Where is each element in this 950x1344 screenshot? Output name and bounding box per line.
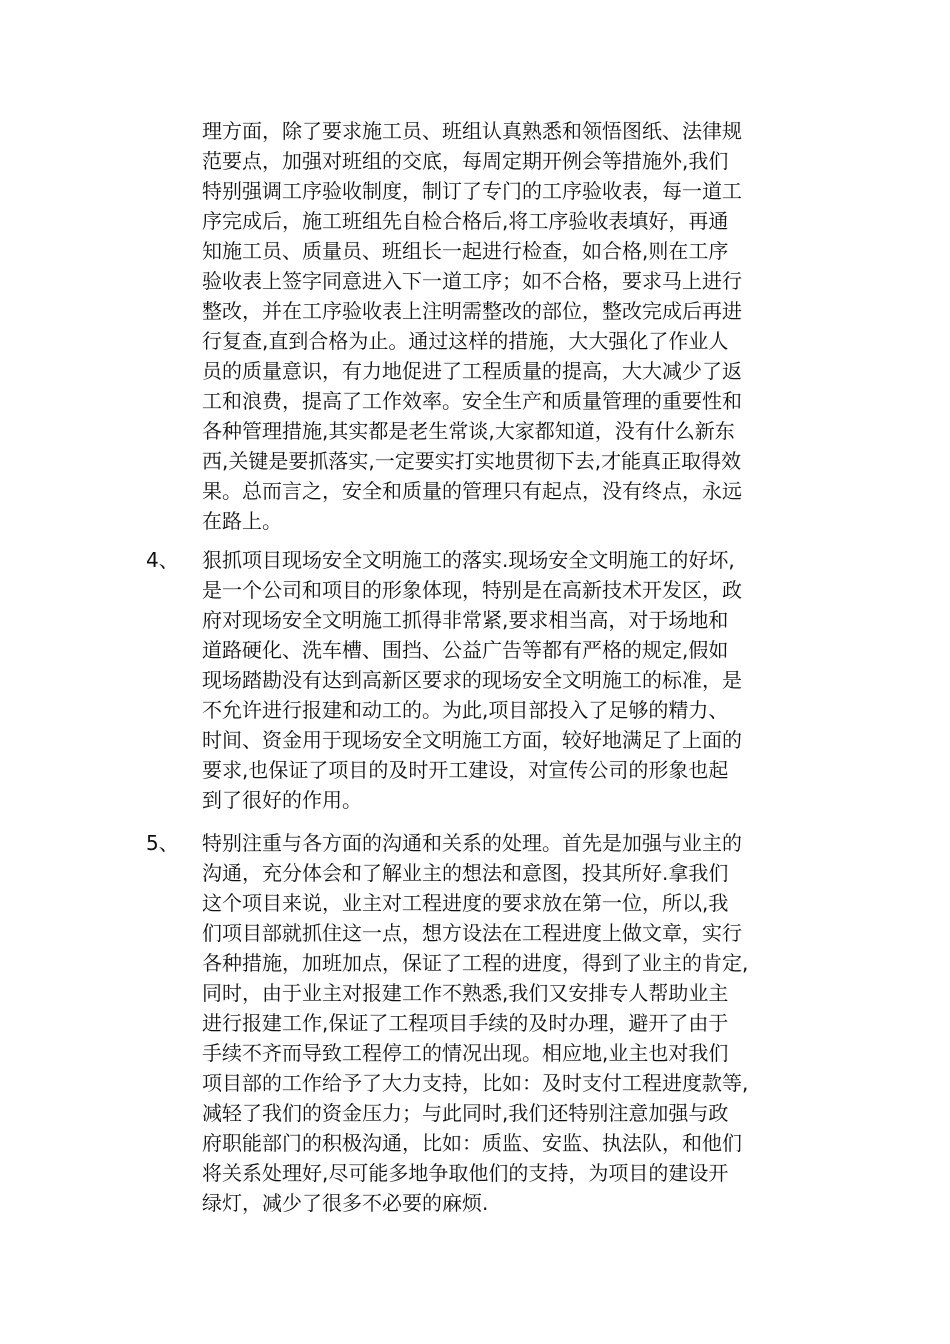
text-line: 现场踏勘没有达到高新区要求的现场安全文明施工的标准，是 — [202, 668, 742, 692]
text-line: 进行报建工作,保证了工程项目手续的及时办理，避开了由于 — [202, 1011, 729, 1035]
text-line: 员的质量意识，有力地促进了工程质量的提高，大大减少了返 — [202, 359, 742, 383]
text-line: 沟通，充分体会和了解业主的想法和意图，投其所好.拿我们 — [202, 861, 729, 885]
text-line: 知施工员、质量员、班组长一起进行检查，如合格,则在工序 — [202, 239, 729, 263]
text-line: 西,关键是要抓落实,一定要实打实地贯彻下去,才能真正取得效 — [202, 449, 742, 473]
text-line: 项目部的工作给予了大力支持，比如：及时支付工程进度款等, — [202, 1071, 749, 1095]
text-line: 行复查,直到合格为止。通过这样的措施，大大强化了作业人 — [202, 329, 729, 353]
text-line: 要求,也保证了项目的及时开工建设，对宣传公司的形象也起 — [202, 758, 729, 782]
text-line: 验收表上签字同意进入下一道工序；如不合格，要求马上进行 — [202, 269, 742, 293]
list-number: 5、 — [146, 831, 179, 855]
list-number: 4、 — [146, 548, 179, 572]
text-line: 果。总而言之，安全和质量的管理只有起点，没有终点，永远 — [202, 479, 742, 503]
text-line: 同时，由于业主对报建工作不熟悉,我们又安排专人帮助业主 — [202, 981, 729, 1005]
text-line: 府对现场安全文明施工抓得非常紧,要求相当高，对于场地和 — [202, 608, 729, 632]
text-line: 是一个公司和项目的形象体现，特别是在高新技术开发区，政 — [202, 578, 742, 602]
text-line: 减轻了我们的资金压力；与此同时,我们还特别注意加强与政 — [202, 1101, 729, 1125]
text-line: 道路硬化、洗车槽、围挡、公益广告等都有严格的规定,假如 — [202, 638, 729, 662]
text-line: 整改，并在工序验收表上注明需整改的部位，整改完成后再进 — [202, 299, 742, 323]
text-line: 各种管理措施,其实都是老生常谈,大家都知道，没有什么新东 — [202, 419, 735, 443]
text-line: 特别注重与各方面的沟通和关系的处理。首先是加强与业主的 — [202, 831, 742, 855]
text-line: 时间、资金用于现场安全文明施工方面，较好地满足了上面的 — [202, 728, 742, 752]
text-line: 狠抓项目现场安全文明施工的落实.现场安全文明施工的好坏, — [202, 548, 735, 572]
text-line: 到了很好的作用。 — [202, 788, 362, 812]
text-line: 手续不齐而导致工程停工的情况出现。相应地,业主也对我们 — [202, 1041, 729, 1065]
text-line: 序完成后，施工班组先自检合格后,将工序验收表填好，再通 — [202, 209, 729, 233]
text-line: 在路上。 — [202, 509, 282, 533]
text-line: 府职能部门的积极沟通，比如：质监、安监、执法队，和他们 — [202, 1131, 742, 1155]
text-line: 各种措施，加班加点，保证了工程的进度，得到了业主的肯定, — [202, 951, 749, 975]
text-line: 不允许进行报建和动工的。为此,项目部投入了足够的精力、 — [202, 698, 729, 722]
text-line: 工和浪费，提高了工作效率。安全生产和质量管理的重要性和 — [202, 389, 742, 413]
text-line: 将关系处理好,尽可能多地争取他们的支持，为项目的建设开 — [202, 1161, 729, 1185]
text-line: 绿灯，减少了很多不必要的麻烦. — [202, 1191, 489, 1215]
text-line: 理方面，除了要求施工员、班组认真熟悉和领悟图纸、法律规 — [202, 119, 742, 143]
text-line: 们项目部就抓住这一点，想方设法在工程进度上做文章，实行 — [202, 921, 742, 945]
text-line: 这个项目来说，业主对工程进度的要求放在第一位，所以,我 — [202, 891, 729, 915]
text-line: 特别强调工序验收制度，制订了专门的工序验收表，每一道工 — [202, 179, 742, 203]
text-line: 范要点，加强对班组的交底，每周定期开例会等措施外,我们 — [202, 149, 729, 173]
